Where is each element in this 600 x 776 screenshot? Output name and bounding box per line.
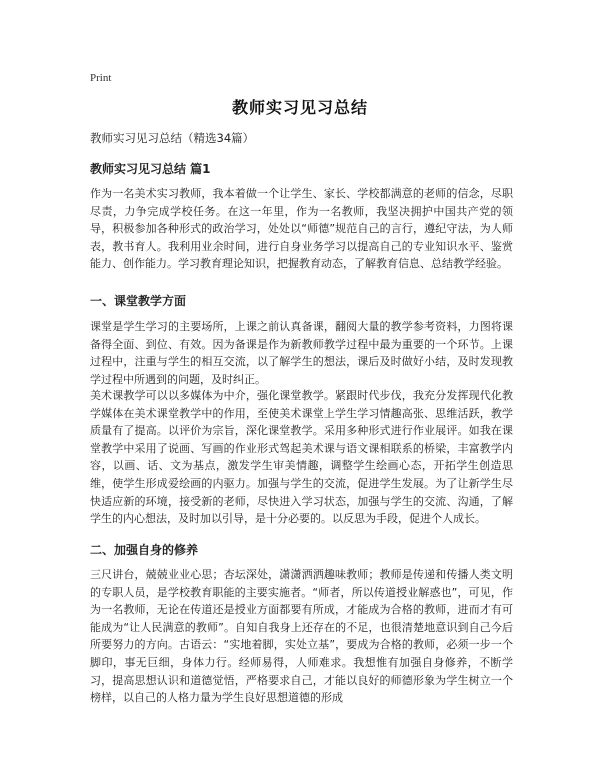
paragraph-classroom: 课堂是学生学习的主要场所，上课之前认真备课，翻阅大量的教学参考资料，力图将课备得全面、到位、有效。因为备课是作为新教师教学过程中最为重要的一个环节。上课过程中，注重与学生的相互交流，以了解学生的想法，课后及时做好小结，及时发现教学过程中所遇到的问题，及时纠正。 [90,320,513,386]
heading-classroom-teaching: 一、课堂教学方面 [90,294,187,308]
paragraph-multimedia: 美术课教学可以以多媒体为中介，强化课堂教学。紧跟时代步伐，我充分发挥现代化教学媒体在美术课堂教学中的作用，至使美术课堂上学生学习情趣高张、思维活跃，教学质量有了提高。以评价为宗旨，深化课堂教学。采用多种形式进行作业展评。如我在课堂教学中采用了说画、写画的作业形式驾起美术课与语文课相联系的桥梁，丰富教学内容，以画、话、文为基点，激发学生审美情趣，调整学生绘画心态，开拓学生创造思维，使学生形成爱绘画的内驱力。加强与学生的交流，促进学生发展。为了让新学生尽快适应新的环境，接受新的老师，尽快进入学习状态，加强与学生的交流、沟通，了解学生的内心想法，及时加以引导，是十分必要的。以反思为手段，促进个人成长。 [90,389,513,526]
page-title: 教师实习见习总结 [231,98,368,117]
section-heading: 教师实习见习总结 篇1 [90,162,211,176]
document-subtitle: 教师实习见习总结（精选34篇） [90,131,255,145]
print-label: Print [90,72,112,84]
paragraph-self-cultivation: 三尺讲台，兢兢业业心思；杏坛深处，潇潇洒洒趣味教师；教师是传递和传播人类文明的专职人员，是学校教育职能的主要实施者。“师者，所以传道授业解惑也”，可见，作为一名教师，无论在传道还是授业方面都要有所成，才能成为合格的教师，进而才有可能成为“让人民满意的教师”。自知自我身上还存在的不足，也很清楚地意识到自己今后所要努力的方向。古语云：“实地着脚，实处立基”，要成为合格的教师，必须一步一个脚印，事无巨细，身体力行。经师易得，人师难求。我想惟有加强自身修养，不断学习，提高思想认识和道德觉悟，严格要求自己，才能以良好的师德形象为学生树立一个榜样，以自己的人格力量为学生良好思想道德的形成 [90,568,513,705]
heading-self-cultivation: 二、加强自身的修养 [90,543,199,557]
paragraph-intro: 作为一名美术实习教师，我本着做一个让学生、家长、学校都满意的老师的信念，尽职尽责，力争完成学校任务。在这一年里，作为一名教师，我坚决拥护中国共产党的领导，积极参加各种形式的政治学习，处处以“师德”规范自己的言行，遵纪守法，为人师表，教书育人。我利用业余时间，进行自身业务学习以提高自己的专业知识水平、鉴赏能力、创作能力。学习教育理论知识，把握教育动态，了解教育信息、总结教学经验。 [90,187,513,271]
